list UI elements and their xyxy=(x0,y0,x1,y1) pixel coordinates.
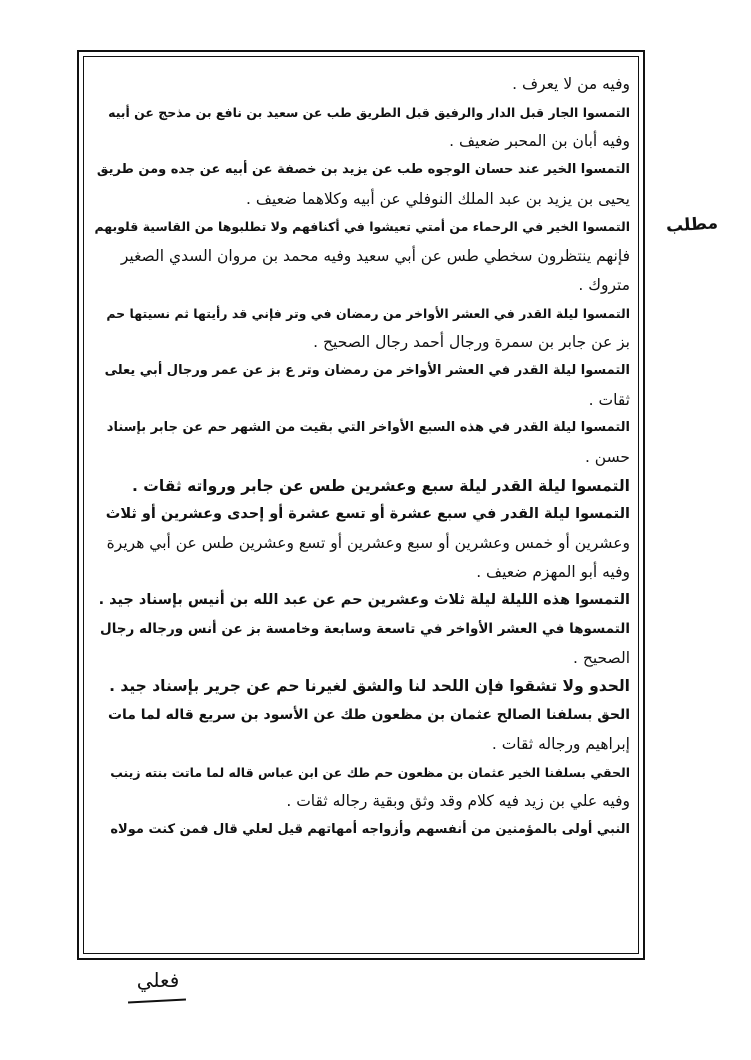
text-line: الصحيح . xyxy=(572,648,630,667)
text-line: حسن . xyxy=(584,447,630,466)
text-line: التمسوا الخير في الرحماء من أمتي تعيشوا في أكنافهم ولا تطلبوها من القاسية قلوبهم xyxy=(94,219,630,235)
text-line: الحق بسلفنا الصالح عثمان بن مظعون طك عن الأسود بن سريع قاله لما مات xyxy=(107,707,630,724)
text-line: وفيه أبو المهزم ضعيف . xyxy=(476,562,630,581)
margin-note: مطلب xyxy=(665,213,719,237)
text-line: التمسوها في العشر الأواخر في تاسعة وسابعة وخامسة بز عن أنس ورجاله رجال xyxy=(100,621,630,638)
manuscript-text xyxy=(92,70,630,950)
text-line: الحقي بسلفنا الخير عثمان بن مظعون حم طك عن ابن عباس قاله لما ماتت بنته زينب xyxy=(110,764,630,780)
text-line: التمسوا ليلة القدر ليلة سبع وعشرين طس عن جابر ورواته ثقات . xyxy=(132,476,630,495)
text-line: متروك . xyxy=(578,275,630,294)
text-line: التمسوا هذه الليلة ليلة ثلاث وعشرين حم عن عبد الله بن أنيس بإسناد جيد . xyxy=(98,592,630,609)
catchword-underline xyxy=(128,998,186,1003)
text-line: يحيى بن يزيد بن عبد الملك النوفلي عن أبيه وكلاهما ضعيف . xyxy=(246,189,630,208)
text-line: بز عن جابر بن سمرة ورجال أحمد رجال الصحيح . xyxy=(313,333,630,352)
text-line: وفيه من لا يعرف . xyxy=(512,75,630,93)
text-line: التمسوا الجار قبل الدار والرفيق قبل الطريق طب عن سعيد بن نافع بن مذحج عن أبيه xyxy=(108,104,630,120)
text-line: الحدو ولا تشقوا فإن اللحد لنا والشق لغيرنا حم عن جرير بإسناد جيد . xyxy=(109,677,630,696)
text-line: فإنهم ينتظرون سخطي طس عن أبي سعيد وفيه محمد بن مروان السدي الصغير xyxy=(120,247,630,266)
text-line: ثقات . xyxy=(588,390,630,409)
text-line: وعشرين أو خمس وعشرين أو سبع وعشرين أو تسع وعشرين طس عن أبي هريرة xyxy=(106,534,630,552)
catchword: فعلي xyxy=(136,968,180,992)
text-line: التمسوا الخير عند حسان الوجوه طب عن يزيد بن خصفة عن أبيه عن جده ومن طريق xyxy=(96,162,630,178)
text-line: التمسوا ليلة القدر في هذه السبع الأواخر التي بقيت من الشهر حم عن جابر بإسناد xyxy=(106,420,630,436)
text-line: التمسوا ليلة القدر في العشر الأواخر من رمضان وتر ع بز عن عمر ورجال أبي يعلى xyxy=(104,362,630,378)
text-line: وفيه علي بن زيد فيه كلام وقد وثق وبقية رجاله ثقات . xyxy=(286,792,630,811)
text-line: وفيه أبان بن المحبر ضعيف . xyxy=(449,132,630,151)
text-line: التمسوا ليلة القدر في سبع عشرة أو تسع عشرة أو إحدى وعشرين أو ثلاث xyxy=(105,506,630,523)
text-line: التمسوا ليلة القدر في العشر الأواخر من رمضان في وتر فإني قد رأيتها ثم نسيتها حم xyxy=(106,305,630,321)
text-line: إبراهيم ورجاله ثقات . xyxy=(491,734,630,753)
text-line: النبي أولى بالمؤمنين من أنفسهم وأزواجه أمهاتهم قيل لعلي قال فمن كنت مولاه xyxy=(110,821,630,837)
